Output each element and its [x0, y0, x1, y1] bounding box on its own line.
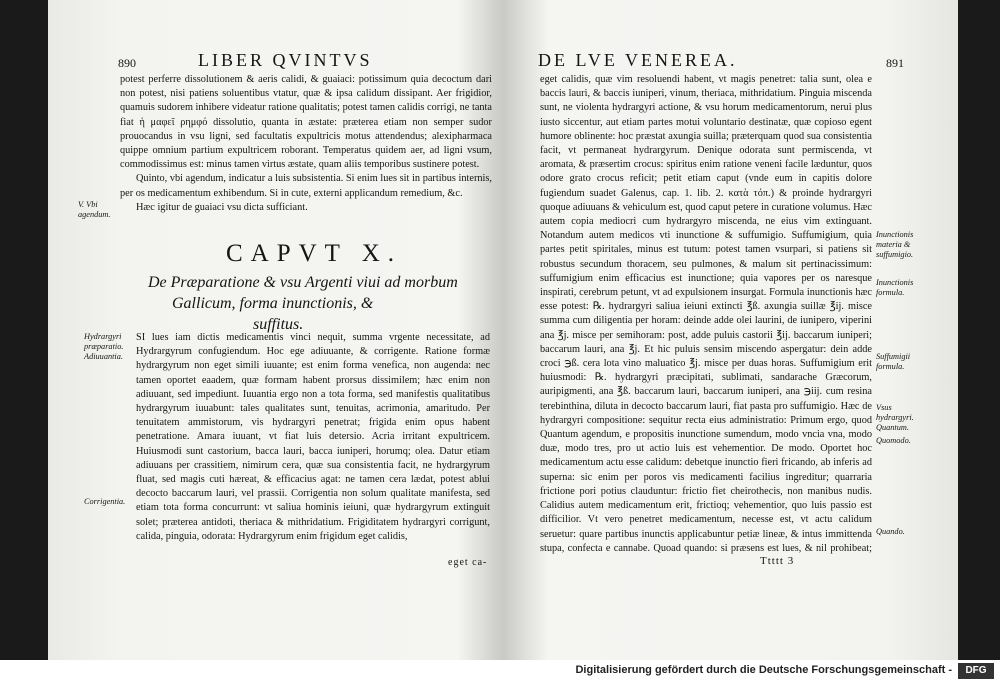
margin-note: Hydrargyri præparatio. Adiuuantia. — [84, 332, 124, 361]
chapter-heading: CAPVT X. — [226, 240, 403, 267]
footer-text: Digitalisierung gefördert durch die Deutsche Forschungsgemeinschaft - — [575, 664, 952, 676]
margin-note: V. Vbi agendum. — [78, 200, 111, 219]
paragraph: potest perferre dissolutionem & aeris calidi, & guaiaci: potissimum quia decoctum dari non potest, nisi patiens soluentibus vtatur, quæ & ipsa calidum dissipant. Aer frigidior, quamuis sudorem inhibere videatur ratione qualitatis; potest tamen calidis corrigi, ne tanta fiat ἡ μαφεῖ ρημφό dissolutio, quanta in æstate: præterea etiam non semper sudor prouocandus in vsu ligni, sed facultatis expultricis motus attendendus; alexipharmaca quippe omnium partium expultricem roborant. Temperatus quidem aer, ad ligni vsum, commodissimus est: minus tamen virtus æstate, quam aliis temporibus sustinere potest. — [120, 74, 492, 171]
chapter-subtitle: suffitus. — [253, 316, 304, 333]
margin-note: Quando. — [876, 527, 905, 536]
chapter-subtitle: De Præparatione & vsu Argenti viui ad morbum — [148, 274, 458, 291]
running-head: DE LVE VENEREA. — [538, 50, 738, 70]
margin-note: Suffumigii formula. — [876, 352, 911, 371]
main-text-block — [136, 331, 490, 559]
paragraph: Hæc igitur de guaiaci vsu dicta sufficiant. — [136, 201, 308, 213]
right-page — [498, 0, 950, 660]
signature-mark: Ttttt 3 — [760, 555, 795, 567]
page-number: 890 — [118, 56, 136, 70]
margin-note: Quomodo. — [876, 436, 911, 445]
digitization-footer — [0, 660, 1000, 682]
top-text-block — [120, 73, 492, 215]
left-page — [48, 0, 498, 660]
chapter-subtitle: Gallicum, forma inunctionis, & — [172, 295, 374, 312]
margin-note: Inunctionis materia & suffumigio. — [876, 230, 914, 259]
paragraph: Quinto, vbi agendum, indicatur a luis subsistentia. Si enim lues sit in partibus internis, per os medicamentum exhibendum. Si in cute, externi applicandum remedium, &c. — [120, 173, 492, 199]
page-number: 891 — [886, 56, 904, 70]
catchword: eget ca- — [448, 557, 488, 568]
main-text-block — [540, 73, 872, 557]
dfg-logo-icon: DFG — [958, 663, 994, 679]
paragraph: eget calidis, quæ vim resoluendi habent, vt magis penetret: talia sunt, olea e baccis lauri, & baccis iuniperi, vinum, theriaca, mithridatium. Pinguia miscenda sunt, ne violenta hydrargyri actione, & vsu horum medicamentorum, nerui plus iusto siccentur, aut etiam partes motui voluntario destinatæ, quæ copioso egent humore oblinente: hoc præstat axungia suilla; præterquam quod sua consistentia facit, vt permaneat hydrargyrum. Denique odorata sunt permiscenda, vt aromata, & præsertim crocus: spiritus enim ratione veneni facile læduntur, quos odore grato crocus reficit; petit etiam caput (vnde eum in capitis dolore fugiendum suadet Galenus, cap. 1. lib. 2. κατὰ τόπ.) & proinde hydrargyri quoque adiuuans & vehiculum est, quod caput petere in curatione volumus. Hæc autem copia mediocri cum hydrargyro miscenda, ne eius vim extinguant. Notandum autem medicos vti inunctione & suffumigio. Suffumigium, quia partes petit spiritales, minus est tutum: potest tamen vsurpari, si patiens sit robustus secundum thoracem, seu pulmones, & malum sit pertinacissimum: suffumigium enim efficacius est inunctione; quia vapores per os naresque inspirati, cerebrum petunt, vt ad expulsionem insurgat. Formula inunctionis hæc esse potest: ℞. hydrargyri saliua ieiuni extincti ℥ß. axungia suillæ ℥ij. misce summa cum diligentia per horam: deinde adde olei laurini, de iunipero, viperini ana ℥j. misce per semihoram: post, adde puluis castorii ℥ij. baccarum iuniperi; baccarum lauri, ana ℥j. Et hic puluis sensim miscendo aspergatur: dein adde croci ℈ß. cera lota vino maluatico ℥j. misce per duas horas. Suffumigium erit huiusmodi: ℞. hydrargyri præcipitati, sublimati, sandarache Græcorum, auripigmenti, ana ℥ß. baccarum lauri, baccarum iuniperi, ana ℈iij. cum resina terebinthina, diluta in decocto baccarum lauri, fiat pasta pro suffumigio. Hæc de hydrargyri compositione: sequitur recta eius administratio: Primum ergo, quod Quantum agendum, e propositis inunctione sumendum, modo vncia vna, modo duæ, modo tres, pro ut actio luis est vehementior. De modo. Oportet hoc medicamentum actu esse calidum: debetque inunctio fieri fricando, ab inferis ad superna: sic enim per poros vis medicamenti facilius ingreditur; quarraria frictione pori potius clauduntur: frictio fiet cheirothecis, non manibus nudis. Calidius autem medicamentum erit, frictioq; vehementior, quo luis passio est difficilior. Vt vero penetret medicamentum, necesse est, vt actu calidum seruetur: quare partibus inunctis applicabuntur petiæ lineæ, & intus immittenda stupa, confecta e cannabe. Quoad quando: si præsens est lues, & nil prohibeat; — [540, 74, 872, 554]
running-head: LIBER QVINTVS — [198, 50, 373, 70]
margin-note: Corrigentia. — [84, 497, 126, 506]
paragraph: SI lues iam dictis medicamentis vinci nequit, summa vrgente necessitate, ad Hydrargyrum confugiendum. Hoc ege adiuuante, & corrigente. Ratione formæ hydrargyrum non eget simili iuuante; est enim forma venefica, non augenda: nec tamen oportet eaadem, quæ formam habent prorsus dissimilem; hæc enim non adiuuant, sed impediunt. Iuuantia ergo non a tota forma, sed manifestis qualitatibus hydrargyrum iuuabunt: tales qualitates sunt, tenuitas, acrimonia, amaritudo. Per tenuitatem ammistorum, vis hydrargyri penetrat; frigida enim opus habent penetratione. Amara iuuant, vt fiat luis detersio. Acria irritant expultricem. Huiusmodi sunt castorium, bacca lauri, bacca iuniperi, horumq; olea. Datur etiam adiuuans per crassitiem, nimirum cera, quæ sua consistentia facit, ne hydrargyrum fluat, sed magis cuti hæreat, & efficacius agat: ne tamen cera lædat, potest ablui decocto baccarum lauri, vel prassii. Corrigentia non solum qualitate manifesta, sed etiam tota forma concurrunt: vt saliua hominis ieiuni, quæ hydrargyrum extinguit solet; præterea antidoti, theriaca & mithridatium. Frigiditatem hydrargyri corrigunt, calida, pinguia, odorata: Hydrargyrum enim frigidum eget calidis, — [136, 332, 490, 542]
margin-note: Inunctionis formula. — [876, 278, 914, 297]
margin-note: Vsus hydrargyri. Quantum. — [876, 403, 914, 432]
